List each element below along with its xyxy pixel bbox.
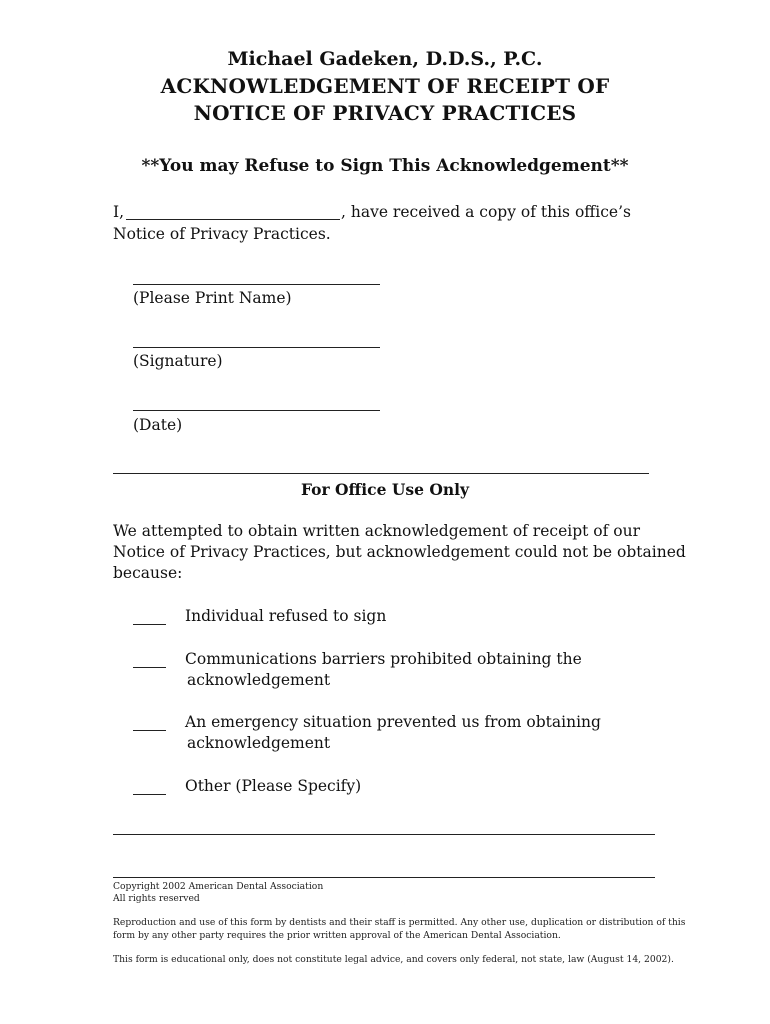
reason-checkbox-refused[interactable] [133, 624, 166, 625]
reproduction-line2: form by any other party requires the prior written approval of the American Dental Association. [113, 930, 561, 941]
date-line[interactable] [133, 410, 380, 411]
reason-emergency-line1: An emergency situation prevented us from obtaining [185, 713, 601, 731]
practice-name: Michael Gadeken, D.D.S., P.C. [227, 48, 543, 70]
reproduction-line1: Reproduction and use of this form by dentists and their staff is permitted. Any other use, duplication or distribution of this [113, 917, 686, 928]
office-use-heading: For Office Use Only [300, 480, 470, 499]
ack-line2: Notice of Privacy Practices. [113, 225, 331, 243]
print-name-line[interactable] [133, 284, 380, 285]
ack-suffix: , have received a copy of this office’s [341, 203, 631, 221]
reason-other: Other (Please Specify) [185, 777, 362, 795]
signature-line[interactable] [133, 347, 380, 348]
ack-prefix: I, [113, 203, 125, 221]
office-intro-line1: We attempted to obtain written acknowledgement of receipt of our [113, 522, 640, 540]
reason-checkbox-other[interactable] [133, 794, 166, 795]
copyright-text: Copyright 2002 American Dental Association [113, 881, 324, 892]
reason-emergency-line2: acknowledgement [187, 734, 331, 752]
footer-divider [113, 877, 655, 878]
reason-refused: Individual refused to sign [185, 607, 387, 625]
form-title-line2: NOTICE OF PRIVACY PRACTICES [193, 101, 577, 125]
reason-communication-line2: acknowledgement [187, 671, 331, 689]
section-divider [113, 473, 649, 474]
office-intro-line2: Notice of Privacy Practices, but acknowledgement could not be obtained [113, 543, 686, 561]
reason-checkbox-communication[interactable] [133, 667, 166, 668]
refuse-notice: **You may Refuse to Sign This Acknowledgement** [141, 156, 629, 176]
office-intro-line3: because: [113, 564, 183, 582]
other-specify-line[interactable] [113, 834, 655, 835]
rights-text: All rights reserved [113, 893, 200, 904]
reason-communication-line1: Communications barriers prohibited obtaining the [185, 650, 582, 668]
disclaimer-text: This form is educational only, does not constitute legal advice, and covers only federal, not state, law (August 14, 2002). [113, 954, 674, 965]
date-label: (Date) [133, 416, 183, 434]
form-title-line1: ACKNOWLEDGEMENT OF RECEIPT OF [160, 74, 610, 98]
signature-label: (Signature) [133, 352, 223, 370]
reason-checkbox-emergency[interactable] [133, 730, 166, 731]
patient-name-blank[interactable] [126, 219, 340, 220]
print-name-label: (Please Print Name) [133, 289, 292, 307]
